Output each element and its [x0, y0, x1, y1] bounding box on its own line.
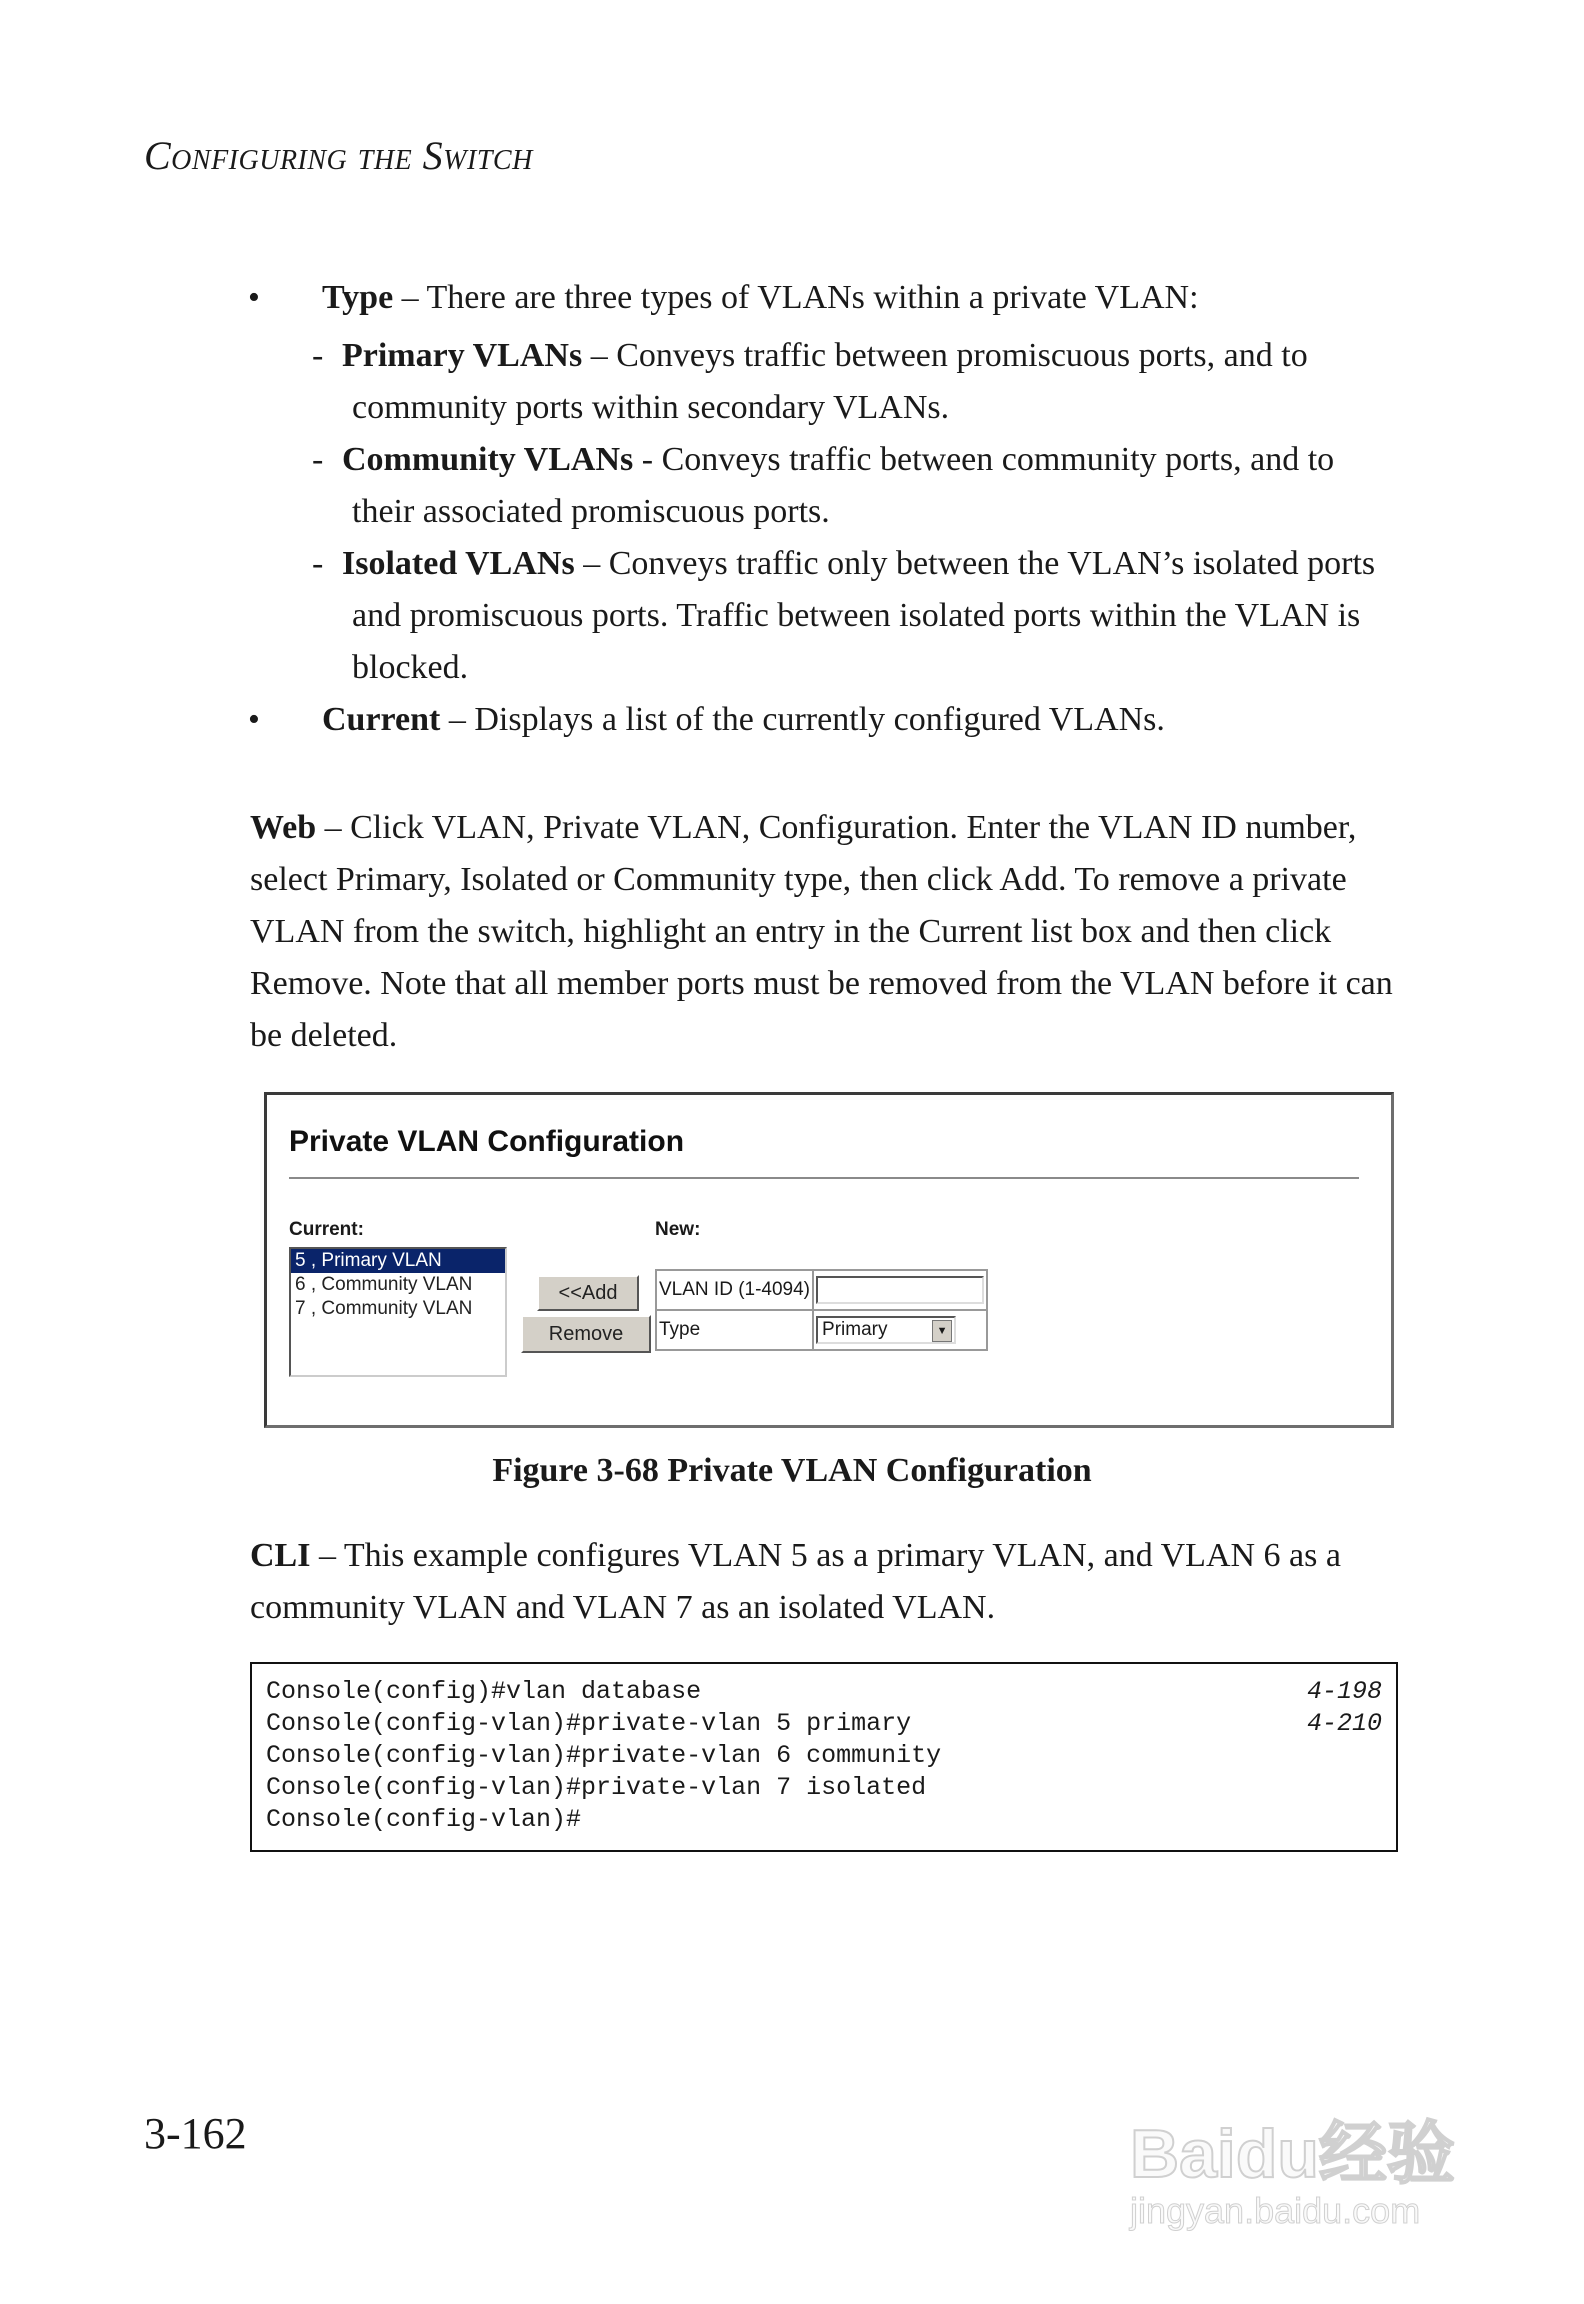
web-paragraph [250, 802, 1400, 1062]
list-item[interactable]: 6 , Community VLAN [295, 1274, 473, 1295]
code-reference: 4-210 [1306, 1709, 1382, 1738]
current-vlan-listbox[interactable] [289, 1247, 507, 1377]
subitem-term: Primary VLANs [342, 337, 583, 374]
bullet-text: – Displays a list of the currently configured VLANs. [440, 701, 1165, 738]
chevron-down-icon[interactable]: ▼ [932, 1320, 952, 1342]
bullet-type [248, 272, 1398, 324]
code-line [266, 1804, 1382, 1836]
code-line [266, 1676, 1382, 1708]
code-command: Console(config-vlan)# [266, 1805, 582, 1834]
paragraph-term: CLI [250, 1537, 311, 1574]
add-button[interactable]: <<Add [537, 1275, 639, 1311]
type-select-value: Primary [822, 1319, 888, 1340]
list-item[interactable]: 7 , Community VLAN [295, 1298, 473, 1319]
subitem-term: Community VLANs [342, 441, 634, 478]
divider [289, 1177, 1359, 1179]
private-vlan-config-panel [264, 1092, 1394, 1428]
paragraph-text: – This example configures VLAN 5 as a primary VLAN, and VLAN 6 as a community VLAN and VLAN 7 as an isolated VLAN. [250, 1537, 1341, 1626]
code-reference: 4-198 [1306, 1677, 1382, 1706]
watermark-url: jingyan.baidu.com [1130, 2190, 1421, 2231]
code-command: Console(config-vlan)#private-vlan 6 community [266, 1741, 942, 1770]
code-command: Console(config)#vlan database [266, 1677, 702, 1706]
bullet-term: Current [322, 701, 441, 738]
list-item[interactable]: 5 , Primary VLAN [291, 1249, 505, 1273]
code-command: Console(config-vlan)#private-vlan 7 isolated [266, 1773, 927, 1802]
bullet-list [248, 272, 1398, 746]
subitem-text: - Conveys traffic between community ports, and to their associated promiscuous ports. [352, 441, 1335, 530]
code-command: Console(config-vlan)#private-vlan 5 primary [266, 1709, 912, 1738]
subitem-primary: - Primary VLANs – Conveys traffic between promiscuous ports, and to community ports within secondary VLANs. [312, 337, 1308, 426]
bullet-icon: • [248, 279, 260, 316]
watermark-brand: Baidu经验 [1130, 2116, 1455, 2192]
baidu-watermark [1120, 2060, 1500, 2240]
running-header: Configuring the Switch [144, 133, 533, 178]
cli-paragraph [250, 1530, 1400, 1634]
code-line [266, 1708, 1382, 1740]
current-label: Current: [289, 1219, 364, 1240]
type-select[interactable] [816, 1316, 956, 1344]
page-number: 3-162 [144, 2109, 247, 2158]
subitem-text: – Conveys traffic only between the VLAN’s isolated ports and promiscuous ports. Traffic between isolated ports within the VLAN is blocked. [352, 545, 1376, 686]
bullet-current [248, 694, 1398, 746]
new-label: New: [655, 1219, 701, 1240]
panel-title: Private VLAN Configuration [289, 1125, 685, 1158]
type-label: Type [656, 1310, 813, 1350]
subitem-community: - Community VLANs - Conveys traffic between community ports, and to their associated promiscuous ports. [312, 441, 1335, 530]
new-vlan-form [655, 1269, 988, 1351]
subitem-isolated: - Isolated VLANs – Conveys traffic only between the VLAN’s isolated ports and promiscuous ports. Traffic between isolated ports within the VLAN is blocked. [312, 545, 1376, 686]
figure-caption: Figure 3-68 Private VLAN Configuration [492, 1452, 1092, 1489]
vlan-id-input[interactable] [816, 1276, 984, 1304]
paragraph-text: – Click VLAN, Private VLAN, Configuration. Enter the VLAN ID number, select Primary, Isolated or Community type, then click Add. To remove a private VLAN from the switch, highlight an entry in the Current list box and then click Remove. Note that all member ports must be removed from the VLAN before it can be deleted. [250, 809, 1393, 1054]
bullet-term: Type [322, 279, 394, 316]
cli-code-block [250, 1662, 1398, 1852]
vlan-id-label: VLAN ID (1-4094) [656, 1270, 813, 1310]
code-line [266, 1772, 1382, 1804]
code-line [266, 1740, 1382, 1772]
remove-button[interactable]: Remove [521, 1315, 651, 1353]
subitem-text: – Conveys traffic between promiscuous ports, and to community ports within secondary VLANs. [352, 337, 1308, 426]
bullet-icon: • [248, 701, 260, 738]
bullet-text: – There are three types of VLANs within a private VLAN: [393, 279, 1199, 316]
subitem-term: Isolated VLANs [342, 545, 575, 582]
paragraph-term: Web [250, 809, 317, 846]
